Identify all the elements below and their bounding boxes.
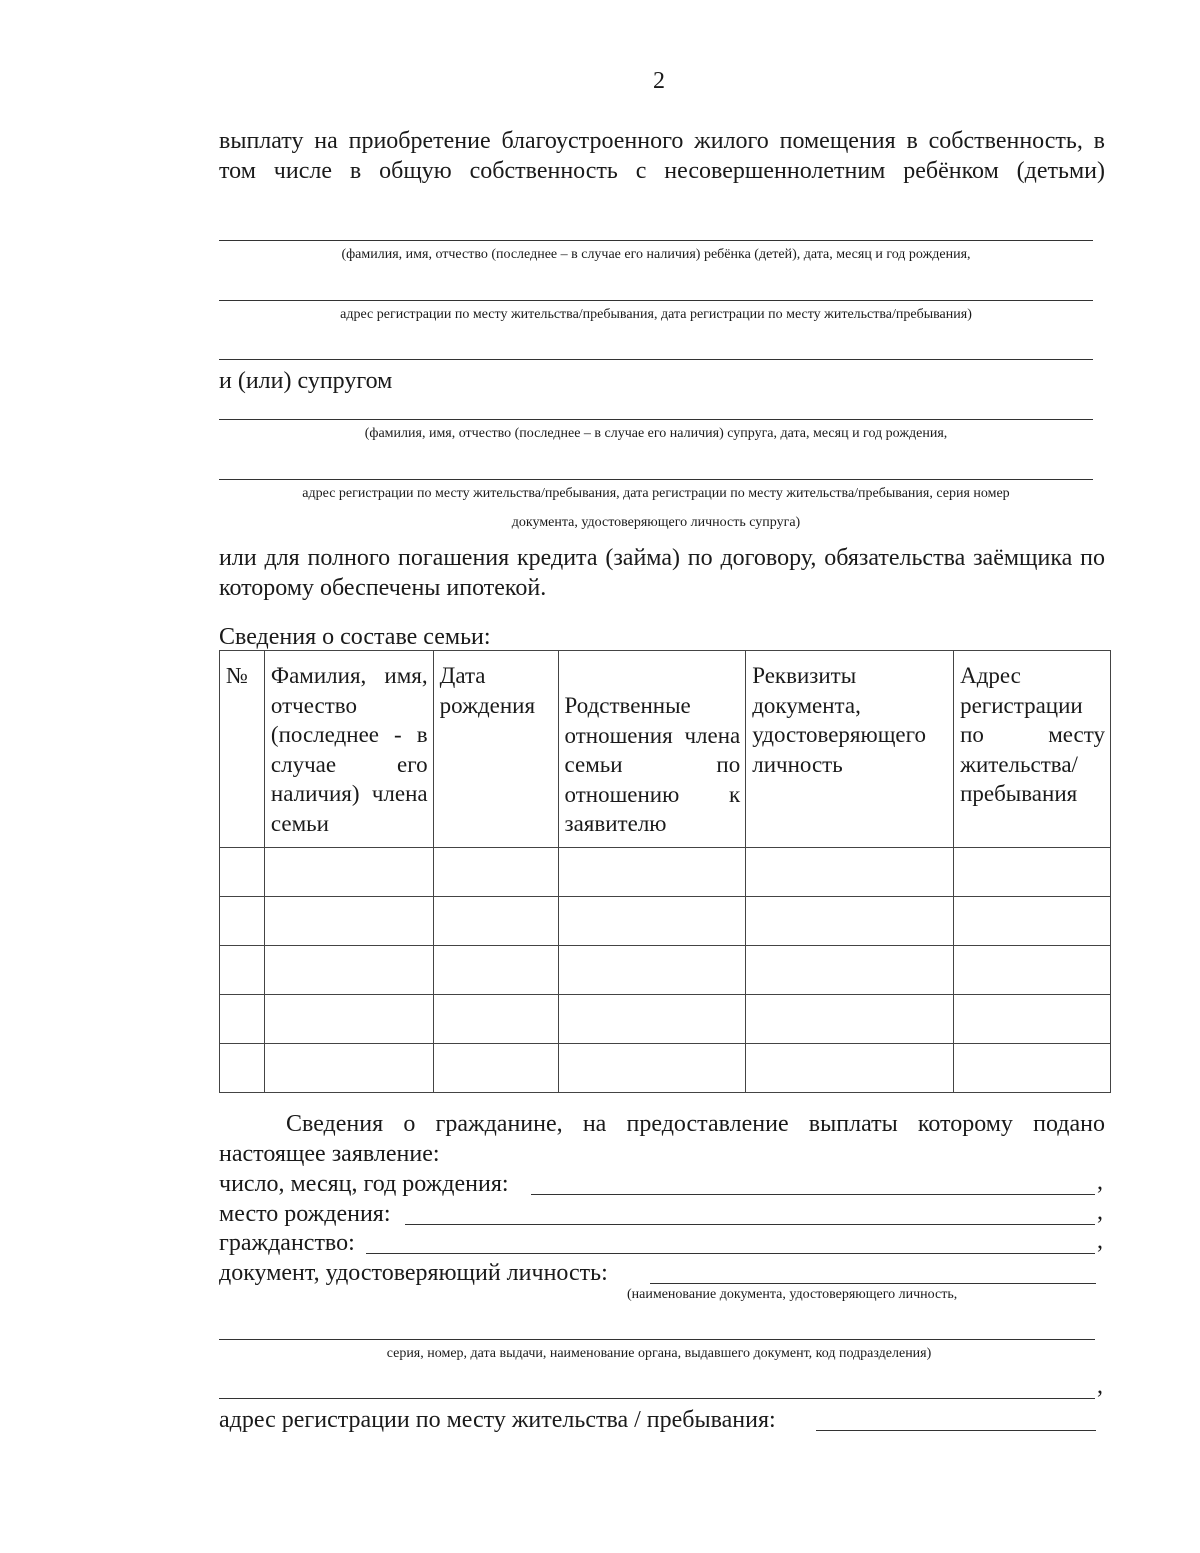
intro-paragraph (219, 126, 1105, 186)
spouse-fill-line-1[interactable] (219, 419, 1093, 420)
birth-place-field[interactable] (405, 1224, 1095, 1225)
table-cell[interactable] (220, 995, 265, 1044)
table-cell[interactable] (433, 946, 558, 995)
spouse-fill-line-2[interactable] (219, 479, 1093, 480)
table-cell[interactable] (954, 995, 1111, 1044)
table-row (220, 946, 1111, 995)
spouse-caption-3: документа, удостоверяющего личность супруга) (511, 515, 801, 530)
table-cell[interactable] (954, 1044, 1111, 1093)
citizen-intro-text: Сведения о гражданине, на предоставление выплаты которому подано настоящее заявление: (219, 1111, 1105, 1167)
birth-date-label: число, месяц, год рождения: (219, 1171, 509, 1197)
citizenship-field[interactable] (366, 1253, 1095, 1254)
table-cell[interactable] (558, 995, 746, 1044)
table-cell[interactable] (264, 1044, 433, 1093)
table-cell[interactable] (264, 848, 433, 897)
table-cell[interactable] (954, 848, 1111, 897)
spouse-caption-1: (фамилия, имя, отчество (последнее – в случае его наличия) супруга, дата, месяц и год рождения, (364, 426, 948, 441)
credit-paragraph (219, 543, 1105, 603)
table-cell[interactable] (558, 897, 746, 946)
address-field[interactable] (816, 1430, 1096, 1431)
child-caption-1: (фамилия, имя, отчество (последнее – в случае его наличия) ребёнка (детей), дата, месяц и год рождения, (341, 247, 971, 262)
table-cell[interactable] (746, 848, 954, 897)
table-row (220, 848, 1111, 897)
birth-date-field[interactable] (531, 1194, 1095, 1195)
header-birth-date: Дата рождения (433, 651, 558, 848)
table-cell[interactable] (220, 1044, 265, 1093)
table-cell[interactable] (746, 946, 954, 995)
child-caption-2: адрес регистрации по месту жительства/пребывания, дата регистрации по месту жительства/пребывания) (340, 307, 972, 322)
family-table (219, 650, 1111, 1093)
header-full-name: Фамилия, имя, отчество (последнее - в случае его наличия) члена семьи (264, 651, 433, 848)
table-cell[interactable] (264, 897, 433, 946)
child-fill-line-3[interactable] (219, 359, 1093, 360)
citizenship-comma: , (1097, 1228, 1103, 1254)
table-cell[interactable] (264, 995, 433, 1044)
page-number: 2 (653, 68, 665, 94)
id-document-label: документ, удостоверяющий личность: (219, 1260, 608, 1286)
header-document: Реквизиты документа, удостоверяющего личность (746, 651, 954, 848)
intro-text: выплату на приобретение благоустроенного жилого помещения в собственность, в том числе в общую собственность с несовершеннолетним ребёнком (детьми) (219, 128, 1105, 184)
citizen-intro-paragraph (219, 1109, 1105, 1169)
address-label: адрес регистрации по месту жительства / пребывания: (219, 1407, 776, 1433)
birth-place-comma: , (1097, 1199, 1103, 1225)
table-cell[interactable] (558, 1044, 746, 1093)
birth-date-comma: , (1097, 1169, 1103, 1195)
table-header-row (220, 651, 1111, 848)
doc-details-fill-line[interactable] (219, 1339, 1095, 1340)
credit-text: или для полного погашения кредита (займа) по договору, обязательства заёмщика по которому обеспечены ипотекой. (219, 545, 1105, 601)
table-cell[interactable] (264, 946, 433, 995)
table-cell[interactable] (558, 946, 746, 995)
id-document-field[interactable] (650, 1283, 1096, 1284)
header-relationship: Родственные отношения члена семьи по отношению к заявителю (558, 651, 746, 848)
table-cell[interactable] (954, 946, 1111, 995)
table-cell[interactable] (433, 897, 558, 946)
table-row (220, 897, 1111, 946)
table-cell[interactable] (433, 995, 558, 1044)
header-number: № (220, 651, 265, 848)
citizenship-label: гражданство: (219, 1230, 355, 1256)
table-cell[interactable] (746, 897, 954, 946)
table-cell[interactable] (220, 848, 265, 897)
birth-place-label: место рождения: (219, 1201, 391, 1227)
table-row (220, 995, 1111, 1044)
doc-extra-fill-line[interactable] (219, 1398, 1095, 1399)
child-fill-line-1[interactable] (219, 240, 1093, 241)
doc-extra-comma: , (1097, 1373, 1103, 1399)
table-cell[interactable] (558, 848, 746, 897)
table-cell[interactable] (746, 995, 954, 1044)
spouse-caption-2: адрес регистрации по месту жительства/пребывания, дата регистрации по месту жительства/пребывания, серия номер (302, 486, 1010, 501)
table-cell[interactable] (220, 946, 265, 995)
table-cell[interactable] (433, 1044, 558, 1093)
table-cell[interactable] (954, 897, 1111, 946)
header-address: Адрес регистрации по месту жительства/ пребывания (954, 651, 1111, 848)
table-cell[interactable] (433, 848, 558, 897)
doc-caption-1: (наименование документа, удостоверяющего личность, (627, 1287, 958, 1302)
spouse-label: и (или) супругом (219, 368, 393, 394)
table-cell[interactable] (746, 1044, 954, 1093)
family-heading: Сведения о составе семьи: (219, 624, 491, 650)
table-row (220, 1044, 1111, 1093)
child-fill-line-2[interactable] (219, 300, 1093, 301)
doc-caption-2: серия, номер, дата выдачи, наименование органа, выдавшего документ, код подразделения) (386, 1346, 932, 1361)
table-cell[interactable] (220, 897, 265, 946)
